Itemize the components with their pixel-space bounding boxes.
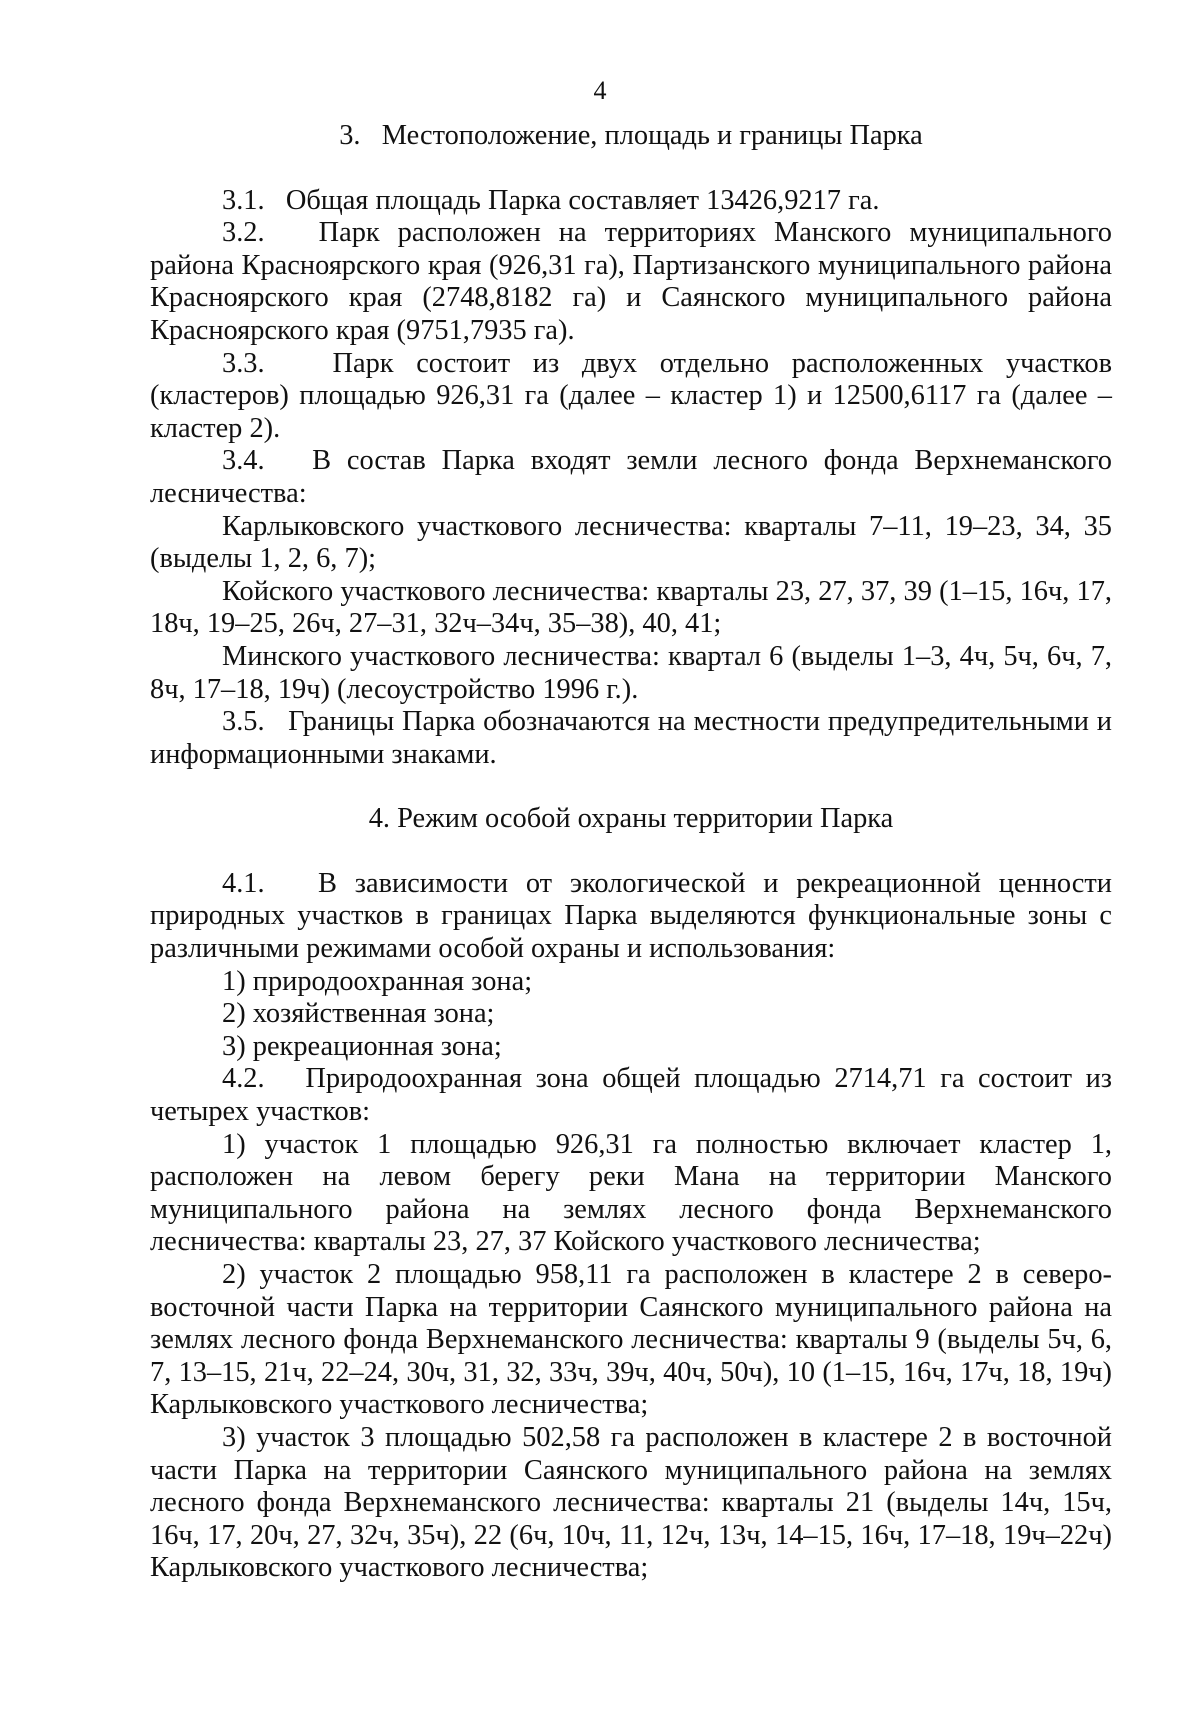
paragraph-4-2-plot-2: 2) участок 2 площадью 958,11 га расположен в кластере 2 в северо-восточной части Парка на территории Саянского муниципального района на землях лесного фонда Верхнеманского лесничества: кварталы 9 (выделы 5ч, 6, 7, 13–15, 21ч, 22–24, 30ч, 31, 32, 33ч, 39ч, 40ч, 50ч), 10 (1–15, 16ч, 17ч, 18, 19ч) Карлыковского участкового лесничества; — [150, 1259, 1112, 1421]
section-3-heading: 3. Местоположение, площадь и границы Парка — [339, 120, 923, 151]
paragraph-3-4-karlykovsky: Карлыковского участкового лесничества: кварталы 7–11, 19–23, 34, 35 (выделы 1, 2, 6, 7); — [150, 510, 1112, 575]
list-item-zone-1: 1) природоохранная зона; — [222, 965, 533, 997]
paragraph-3-4-minsky: Минского участкового лесничества: квартал 6 (выделы 1–3, 4ч, 5ч, 6ч, 7, 8ч, 17–18, 19ч) (лесоустройство 1996 г.). — [150, 640, 1112, 705]
paragraph-3-5: 3.5. Границы Парка обозначаются на местности предупредительными и информационными знаками. — [150, 706, 1120, 770]
list-item-zone-2: 2) хозяйственная зона; — [222, 998, 495, 1030]
section-4-heading: 4. Режим особой охраны территории Парка — [368, 803, 894, 835]
paragraph-3-2: 3.2. Парк расположен на территориях Манского муниципального района Красноярского края (926,31 га), Партизанского муниципального района Красноярского края (2748,8182 га) и Саянского муниципального района Красноярского края (9751,7935 га). — [150, 217, 1120, 346]
list-item-zone-3: 3) рекреационная зона; — [222, 1030, 502, 1062]
paragraph-4-2-plot-3: 3) участок 3 площадью 502,58 га расположен в кластере 2 в восточной части Парка на территории Саянского муниципального района на землях лесного фонда Верхнеманского лесничества: кварталы 21 (выделы 14ч, 15ч, 16ч, 17, 20ч, 27, 32ч, 35ч), 22 (6ч, 10ч, 11, 12ч, 13ч, 14–15, 16ч, 17–18, 19ч–22ч) Карлыковского участкового лесничества; — [150, 1421, 1112, 1584]
paragraph-4-1: 4.1. В зависимости от экологической и рекреационной ценности природных участков в границах Парка выделяются функциональные зоны с различными режимами особой охраны и использования: — [150, 867, 1120, 965]
page-number: 4 — [593, 76, 607, 105]
paragraph-4-2: 4.2. Природоохранная зона общей площадью 2714,71 га состоит из четырех участков: — [150, 1063, 1120, 1128]
paragraph-3-3: 3.3. Парк состоит из двух отдельно расположенных участков (кластеров) площадью 926,31 га (далее – кластер 1) и 12500,6117 га (далее – кластер 2). — [150, 347, 1120, 444]
paragraph-3-4-koysky: Койского участкового лесничества: кварталы 23, 27, 37, 39 (1–15, 16ч, 17, 18ч, 19–25, 26ч, 27–31, 32ч–34ч, 35–38), 40, 41; — [150, 575, 1112, 640]
paragraph-3-1: 3.1. Общая площадь Парка составляет 13426,9217 га. — [222, 184, 880, 216]
document-body — [150, 120, 1120, 1585]
paragraph-3-4: 3.4. В состав Парка входят земли лесного фонда Верхнеманского лесничества: — [150, 445, 1120, 509]
paragraph-4-2-plot-1: 1) участок 1 площадью 926,31 га полностью включает кластер 1, расположен на левом берегу реки Мана на территории Манского муниципального района на землях лесного фонда Верхнеманского лесничества: кварталы 23, 27, 37 Койского участкового лесничества; — [150, 1128, 1112, 1258]
